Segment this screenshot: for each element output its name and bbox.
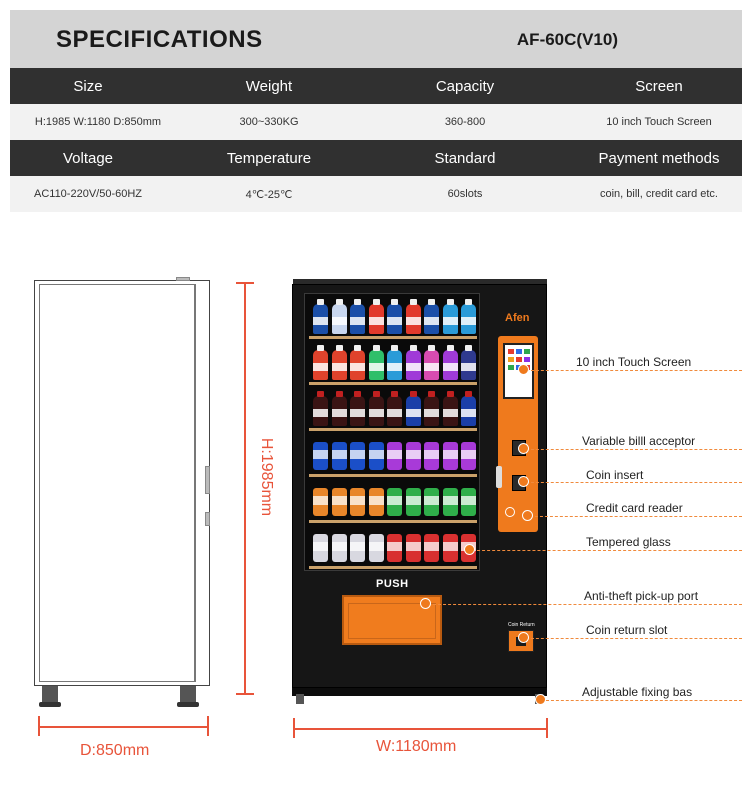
bottle-cap bbox=[410, 345, 417, 351]
can-band bbox=[313, 542, 328, 551]
screen-tile bbox=[516, 349, 522, 354]
spec-title-bar bbox=[10, 10, 742, 68]
bottle-label bbox=[424, 317, 439, 325]
can-band bbox=[424, 496, 439, 505]
bottle-label bbox=[313, 363, 328, 371]
bottle-label bbox=[443, 317, 458, 325]
can-band bbox=[406, 542, 421, 551]
product-bottle bbox=[461, 304, 476, 334]
spec-header-size: Size bbox=[73, 77, 103, 95]
product-bottle bbox=[350, 304, 365, 334]
side-view-cabinet bbox=[34, 280, 210, 686]
bottle-cap bbox=[373, 345, 380, 351]
product-bottle bbox=[443, 350, 458, 380]
spec-header-weight: Weight bbox=[245, 77, 293, 95]
product-can bbox=[443, 488, 458, 516]
bottle-label bbox=[369, 317, 384, 325]
spec-value-standard: 60slots bbox=[447, 188, 483, 200]
product-can bbox=[424, 442, 439, 470]
side-view-foot-base-right bbox=[177, 702, 199, 707]
bottle-label bbox=[424, 363, 439, 371]
bottle-label bbox=[461, 409, 476, 417]
callout-marker-touch-screen bbox=[518, 364, 529, 375]
bottle-label bbox=[406, 409, 421, 417]
product-can bbox=[387, 442, 402, 470]
spec-header-screen: Screen bbox=[635, 77, 683, 95]
side-view-lock bbox=[205, 466, 210, 494]
can-band bbox=[350, 450, 365, 459]
product-bottle bbox=[406, 350, 421, 380]
side-view-panel bbox=[39, 284, 195, 682]
callout-leader-coin-insert bbox=[526, 482, 742, 483]
product-bottle bbox=[313, 396, 328, 426]
product-bottle bbox=[424, 304, 439, 334]
product-can bbox=[369, 488, 384, 516]
bottle-cap bbox=[465, 391, 472, 397]
callout-marker-bill-acceptor bbox=[518, 443, 529, 454]
product-display-window bbox=[304, 293, 480, 571]
bottle-label bbox=[406, 363, 421, 371]
product-can bbox=[350, 442, 365, 470]
product-can bbox=[313, 488, 328, 516]
can-band bbox=[387, 542, 402, 551]
bottle-cap bbox=[428, 299, 435, 305]
product-can bbox=[424, 488, 439, 516]
spec-header-voltage: Voltage bbox=[62, 149, 114, 167]
bottle-label bbox=[313, 317, 328, 325]
bottle-label bbox=[332, 409, 347, 417]
side-view-latch bbox=[205, 512, 210, 526]
can-band bbox=[350, 496, 365, 505]
spec-title: SPECIFICATIONS bbox=[56, 26, 263, 53]
can-band bbox=[332, 450, 347, 459]
bottle-cap bbox=[428, 345, 435, 351]
product-can bbox=[461, 442, 476, 470]
height-dimension-line bbox=[244, 282, 246, 694]
product-can bbox=[461, 488, 476, 516]
product-can bbox=[369, 442, 384, 470]
push-label: PUSH bbox=[376, 578, 409, 590]
callout-leader-bill-acceptor bbox=[526, 449, 742, 450]
product-bottle bbox=[406, 396, 421, 426]
bottle-label bbox=[443, 409, 458, 417]
callout-leader-touch-screen bbox=[526, 370, 742, 371]
can-band bbox=[443, 450, 458, 459]
can-band bbox=[461, 450, 476, 459]
bottle-cap bbox=[391, 391, 398, 397]
spec-header-row-1 bbox=[10, 68, 742, 104]
shelf bbox=[309, 520, 477, 523]
can-band bbox=[461, 496, 476, 505]
spec-header-payment: Payment methods bbox=[598, 149, 720, 167]
product-can bbox=[443, 442, 458, 470]
spec-header-capacity: Capacity bbox=[435, 77, 495, 95]
product-bottle bbox=[350, 350, 365, 380]
callout-fixing-base: Adjustable fixing bas bbox=[582, 685, 693, 699]
callout-touch-screen: 10 inch Touch Screen bbox=[576, 355, 692, 369]
callout-marker-coin-return bbox=[518, 632, 529, 643]
bottle-label bbox=[461, 363, 476, 371]
product-bottle bbox=[369, 396, 384, 426]
bottle-cap bbox=[373, 299, 380, 305]
bottle-cap bbox=[336, 391, 343, 397]
can-band bbox=[443, 542, 458, 551]
screen-tile bbox=[524, 349, 530, 354]
product-can bbox=[387, 534, 402, 562]
screen-tile bbox=[508, 365, 514, 370]
model-number: AF-60C(V10) bbox=[516, 30, 618, 49]
product-can bbox=[350, 534, 365, 562]
product-bottle bbox=[443, 396, 458, 426]
can-band bbox=[443, 496, 458, 505]
bottle-cap bbox=[354, 345, 361, 351]
callout-leader-pickup-port bbox=[428, 604, 742, 605]
product-bottle bbox=[369, 304, 384, 334]
can-band bbox=[332, 496, 347, 505]
callout-marker-tempered-glass bbox=[464, 544, 475, 555]
width-dimension-tick-right bbox=[546, 718, 548, 738]
product-bottle bbox=[424, 350, 439, 380]
product-can bbox=[406, 442, 421, 470]
spec-value-voltage: AC110-220V/50-60HZ bbox=[33, 188, 143, 200]
product-can bbox=[313, 534, 328, 562]
bottle-cap bbox=[317, 299, 324, 305]
spec-header-row-2 bbox=[10, 140, 742, 176]
bottle-cap bbox=[447, 345, 454, 351]
depth-dimension-tick-right bbox=[207, 716, 209, 736]
can-band bbox=[313, 496, 328, 505]
product-bottle bbox=[313, 350, 328, 380]
bottle-cap bbox=[336, 299, 343, 305]
spec-value-temperature: 4℃-25℃ bbox=[245, 188, 293, 201]
height-dimension-tick-bottom bbox=[236, 693, 254, 695]
can-band bbox=[406, 496, 421, 505]
bottle-cap bbox=[391, 299, 398, 305]
bottle-label bbox=[387, 409, 402, 417]
can-band bbox=[387, 450, 402, 459]
spec-header-temperature: Temperature bbox=[226, 149, 312, 167]
product-bottle bbox=[332, 350, 347, 380]
bottle-cap bbox=[373, 391, 380, 397]
width-dimension-tick-left bbox=[293, 718, 295, 738]
product-bottle bbox=[369, 350, 384, 380]
product-can bbox=[443, 534, 458, 562]
can-band bbox=[369, 542, 384, 551]
product-bottle bbox=[461, 350, 476, 380]
can-band bbox=[424, 542, 439, 551]
bottle-label bbox=[406, 317, 421, 325]
bottle-label bbox=[350, 317, 365, 325]
can-band bbox=[406, 450, 421, 459]
callout-leader-fixing-base bbox=[546, 700, 742, 701]
bottle-cap bbox=[410, 391, 417, 397]
width-dimension-label: W:1180mm bbox=[376, 738, 457, 755]
bottle-label bbox=[350, 409, 365, 417]
callout-coin-insert: Coin insert bbox=[586, 468, 644, 482]
width-dimension-line bbox=[293, 728, 547, 730]
can-band bbox=[332, 542, 347, 551]
shelf bbox=[309, 336, 477, 339]
spec-value-row-2 bbox=[10, 176, 742, 212]
bottle-label bbox=[332, 363, 347, 371]
product-bottle bbox=[443, 304, 458, 334]
bottle-cap bbox=[447, 299, 454, 305]
bottle-cap bbox=[410, 299, 417, 305]
product-bottle bbox=[332, 304, 347, 334]
screen-tile bbox=[508, 357, 514, 362]
bottle-cap bbox=[317, 391, 324, 397]
product-bottle bbox=[350, 396, 365, 426]
callout-leader-tempered-glass bbox=[472, 550, 742, 551]
product-can bbox=[406, 488, 421, 516]
bottle-label bbox=[369, 409, 384, 417]
product-bottle bbox=[387, 304, 402, 334]
coin-return-label: Coin Return bbox=[508, 622, 535, 628]
bottle-cap bbox=[428, 391, 435, 397]
bottle-label bbox=[443, 363, 458, 371]
screen-tile bbox=[508, 349, 514, 354]
product-bottle bbox=[424, 396, 439, 426]
height-dimension-tick-top bbox=[236, 282, 254, 284]
spec-value-screen: 10 inch Touch Screen bbox=[606, 116, 712, 128]
product-bottle bbox=[461, 396, 476, 426]
height-dimension-label: H:1985mm bbox=[258, 437, 275, 517]
callout-tempered-glass: Tempered glass bbox=[586, 535, 671, 549]
callout-marker-coin-insert bbox=[518, 476, 529, 487]
bottle-label bbox=[461, 317, 476, 325]
product-bottle bbox=[406, 304, 421, 334]
door-handle[interactable] bbox=[496, 466, 502, 488]
can-band bbox=[313, 450, 328, 459]
product-bottle bbox=[387, 396, 402, 426]
can-band bbox=[369, 450, 384, 459]
bottle-label bbox=[350, 363, 365, 371]
product-can bbox=[332, 534, 347, 562]
depth-dimension-tick-left bbox=[38, 716, 40, 736]
spec-value-row-1 bbox=[10, 104, 742, 140]
depth-dimension-label: D:850mm bbox=[80, 742, 150, 759]
can-band bbox=[387, 496, 402, 505]
vending-machine-base bbox=[292, 688, 547, 696]
product-can bbox=[424, 534, 439, 562]
shelf bbox=[309, 428, 477, 431]
callout-marker-fixing-base bbox=[535, 694, 546, 705]
bottle-label bbox=[332, 317, 347, 325]
bottle-label bbox=[313, 409, 328, 417]
can-band bbox=[424, 450, 439, 459]
machine-foot-left bbox=[296, 694, 304, 704]
product-can bbox=[369, 534, 384, 562]
bottle-cap bbox=[465, 299, 472, 305]
product-can bbox=[332, 488, 347, 516]
product-can bbox=[332, 442, 347, 470]
callout-leader-coin-return bbox=[526, 638, 742, 639]
bottle-cap bbox=[317, 345, 324, 351]
bottle-cap bbox=[391, 345, 398, 351]
callout-card-reader: Credit card reader bbox=[586, 501, 683, 515]
depth-dimension-line bbox=[38, 726, 208, 728]
callout-pickup-port: Anti-theft pick-up port bbox=[584, 589, 699, 603]
screen-tile bbox=[524, 357, 530, 362]
product-can bbox=[406, 534, 421, 562]
spec-value-weight: 300~330KG bbox=[239, 116, 299, 128]
screen-tile bbox=[516, 357, 522, 362]
can-band bbox=[369, 496, 384, 505]
spec-value-capacity: 360-800 bbox=[444, 116, 486, 128]
product-can bbox=[350, 488, 365, 516]
product-bottle bbox=[332, 396, 347, 426]
spec-value-payment: coin, bill, credit card etc. bbox=[600, 188, 718, 200]
brand-logo: Afen bbox=[505, 312, 530, 324]
spec-value-size: H:1985 W:1180 D:850mm bbox=[34, 116, 162, 128]
shelf bbox=[309, 382, 477, 385]
shelf bbox=[309, 474, 477, 477]
bottle-cap bbox=[465, 345, 472, 351]
product-can bbox=[313, 442, 328, 470]
shelf bbox=[309, 566, 477, 569]
bottle-cap bbox=[336, 345, 343, 351]
side-view-hinge-top bbox=[176, 277, 190, 281]
bottle-cap bbox=[354, 391, 361, 397]
side-view-foot-base-left bbox=[39, 702, 61, 707]
callout-bill-acceptor: Variable billl acceptor bbox=[582, 434, 696, 448]
bottle-label bbox=[387, 363, 402, 371]
bottle-cap bbox=[447, 391, 454, 397]
callout-marker-card-reader bbox=[522, 510, 533, 521]
bottle-cap bbox=[354, 299, 361, 305]
can-band bbox=[350, 542, 365, 551]
callout-leader-card-reader bbox=[530, 516, 742, 517]
bottle-label bbox=[387, 317, 402, 325]
product-bottle bbox=[313, 304, 328, 334]
side-view-door-edge bbox=[195, 284, 205, 682]
bottle-label bbox=[369, 363, 384, 371]
bottle-label bbox=[424, 409, 439, 417]
product-can bbox=[387, 488, 402, 516]
card-reader[interactable] bbox=[505, 507, 515, 517]
callout-marker-pickup-port bbox=[420, 598, 431, 609]
callout-coin-return: Coin return slot bbox=[586, 623, 668, 637]
spec-header-standard: Standard bbox=[434, 149, 496, 167]
product-bottle bbox=[387, 350, 402, 380]
